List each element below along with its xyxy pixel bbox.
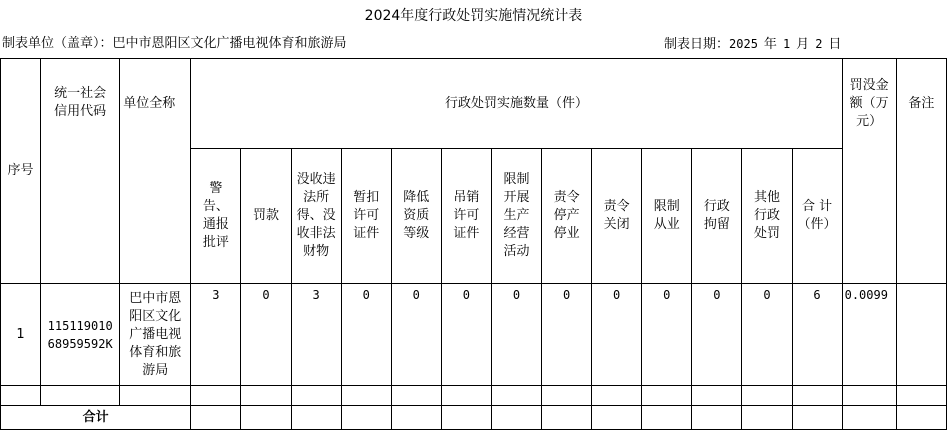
row-count-detention: 0 (692, 284, 742, 386)
total-label: 合计 (1, 406, 191, 430)
issue-date-year-unit: 年 (763, 37, 777, 52)
row-count-warning: 3 (191, 284, 241, 386)
header-seq: 序号 (1, 59, 41, 284)
table-meta (0, 34, 947, 54)
header-other-penalty: 其他行政处罚 (742, 149, 792, 284)
issuing-unit-label: 制表单位（盖章）： (2, 36, 113, 51)
total-row (1, 406, 947, 430)
page-title: 2024年度行政处罚实施情况统计表 (364, 8, 583, 24)
issue-date-day-unit: 日 (828, 37, 842, 52)
issuing-unit-value: 巴中市恩阳区文化广播电视体育和旅游局 (112, 36, 347, 51)
header-lower-qualification: 降低资质等级 (391, 149, 441, 284)
row-count-lower-qualification: 0 (391, 284, 441, 386)
issue-date-label: 制表日期： (664, 37, 730, 52)
row-count-revoke-license: 0 (441, 284, 491, 386)
header-revoke-license: 吊销许可证件 (441, 149, 491, 284)
row-unit-name: 巴中市恩阳区文化广播电视体育和旅游局 (120, 284, 191, 386)
header-suspend-license: 暂扣许可证件 (341, 149, 391, 284)
issue-date-month-unit: 月 (796, 37, 810, 52)
issue-date-year: 2025 (729, 37, 758, 51)
row-count-confiscation: 3 (291, 284, 341, 386)
issue-date-month: 1 (782, 37, 791, 51)
header-subtotal: 合 计（件） (792, 149, 842, 284)
row-count-other-penalty: 0 (742, 284, 792, 386)
row-credit-code: 11511901068959592K (41, 284, 120, 386)
issuing-unit (2, 34, 347, 54)
row-count-suspend-business: 0 (542, 284, 592, 386)
header-restrict-practice: 限制从业 (642, 149, 692, 284)
header-unit-name: 单位全称 (120, 59, 191, 284)
penalty-statistics-table (0, 58, 947, 430)
header-fine: 罚款 (241, 149, 291, 284)
row-fine-amount: 0.0099 (842, 284, 896, 386)
row-seq: 1 (1, 284, 41, 386)
issue-date-day: 2 (815, 37, 823, 51)
row-remarks (896, 284, 946, 386)
header-credit-code: 统一社会信用代码 (41, 59, 120, 284)
row-count-restrict-practice: 0 (642, 284, 692, 386)
header-remarks: 备注 (896, 59, 946, 284)
header-impl-count: 行政处罚实施数量（件） (191, 59, 842, 149)
header-suspend-business: 责令停产停业 (542, 149, 592, 284)
header-confiscation: 没收违法所得、没收非法财物 (291, 149, 341, 284)
table-row-empty (1, 386, 947, 406)
row-count-order-closure: 0 (592, 284, 642, 386)
header-order-closure: 责令关闭 (592, 149, 642, 284)
header-detention: 行政拘留 (692, 149, 742, 284)
row-count-restrict-operation: 0 (491, 284, 541, 386)
row-count-fine: 0 (241, 284, 291, 386)
header-warning: 警告、通报批评 (191, 149, 241, 284)
header-fine-amount: 罚没金额（万元） (842, 59, 896, 284)
issue-date (664, 34, 847, 55)
header-row-main (1, 59, 947, 149)
header-restrict-operation: 限制开展生产经营活动 (491, 149, 541, 284)
row-count-suspend-license: 0 (341, 284, 391, 386)
table-row (1, 284, 947, 386)
row-count-subtotal: 6 (792, 284, 842, 386)
